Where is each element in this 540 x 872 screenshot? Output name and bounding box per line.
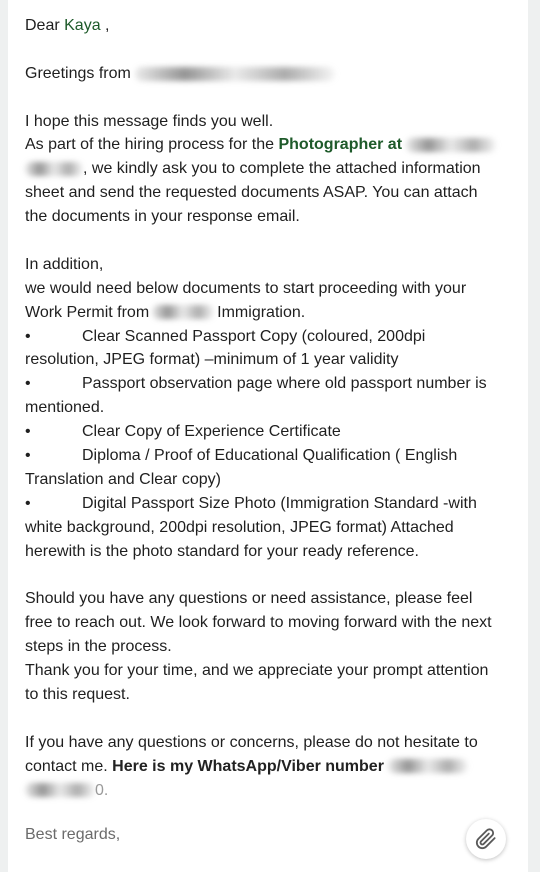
list-item [25,492,525,516]
list-item [25,325,525,349]
p1-line2-text: , we kindly ask you to complete the attached information [83,160,481,178]
redacted-country [152,305,214,319]
email-page [8,0,528,872]
p1-prefix: As part of the hiring process for the [25,136,279,154]
bullet: • [25,327,31,345]
contact-bold: Here is my WhatsApp/Viber number [112,757,384,775]
paragraph1-line1 [25,133,525,157]
bullet: • [25,423,31,441]
number-tail: 0. [95,781,109,799]
redacted-company [135,67,335,81]
closing-text: Best regards, [25,826,121,843]
hope-line: I hope this message finds you well. [25,112,274,130]
thanks-line2: to this request. [25,685,130,703]
list-item-continuation: resolution, JPEG format) –minimum of 1 year validity [25,351,399,369]
permit-suffix: Immigration. [217,303,306,321]
thanks-line1: Thank you for your time, and we appreciate your prompt attention [25,662,489,680]
redacted-number-2 [25,783,95,797]
list-item-continuation: herewith is the photo standard for your ready reference. [25,542,419,560]
questions-line1: Should you have any questions or need assistance, please feel [25,590,473,608]
contact-line1: If you have any questions or concerns, please do not hesitate to [25,733,478,751]
paragraph1-line4: the documents in your response email. [25,208,300,226]
list-item [25,444,525,468]
list-item [25,372,525,396]
list-item-text: Passport observation page where old passport number is [82,375,487,393]
permit-line [25,301,525,325]
list-item-text: Diploma / Proof of Educational Qualification ( English [82,447,458,465]
greetings-text: Greetings from [25,64,131,82]
bullet: • [25,375,31,393]
bullet: • [25,447,31,465]
paragraph1-line2 [25,157,525,181]
job-title: Photographer at [278,136,403,154]
greeting-line [25,14,525,38]
greetings-line [25,62,525,86]
contact-line2 [25,755,525,779]
contact-prefix: contact me. [25,757,113,775]
list-item-continuation: white background, 200dpi resolution, JPEG format) Attached [25,518,454,536]
list-item [25,420,525,444]
email-body [25,14,525,802]
redacted-number [388,759,468,773]
recipient-name: Kaya [64,17,101,34]
list-item-text: Clear Scanned Passport Copy (coloured, 200dpi [82,327,426,345]
paragraph1-line3: sheet and send the requested documents ASAP. You can attach [25,184,478,202]
bullet: • [25,494,31,512]
paperclip-icon [475,828,497,850]
contact-line3 [25,779,525,803]
greeting-suffix: , [100,17,110,34]
attach-button[interactable] [466,819,506,859]
greeting-prefix: Dear [25,17,65,34]
permit-prefix: Work Permit from [25,303,150,321]
questions-line2: free to reach out. We look forward to moving forward with the next [25,614,492,632]
list-item-continuation: mentioned. [25,399,105,417]
need-line: we would need below documents to start proceeding with your [25,279,467,297]
list-item-text: Digital Passport Size Photo (Immigration Standard -with [82,494,477,512]
redacted-employer [406,138,496,152]
questions-line3: steps in the process. [25,638,172,656]
list-item-text: Clear Copy of Experience Certificate [82,423,341,441]
addition-line: In addition, [25,255,104,273]
redacted-employer-2 [25,162,83,176]
list-item-continuation: Translation and Clear copy) [25,470,221,488]
